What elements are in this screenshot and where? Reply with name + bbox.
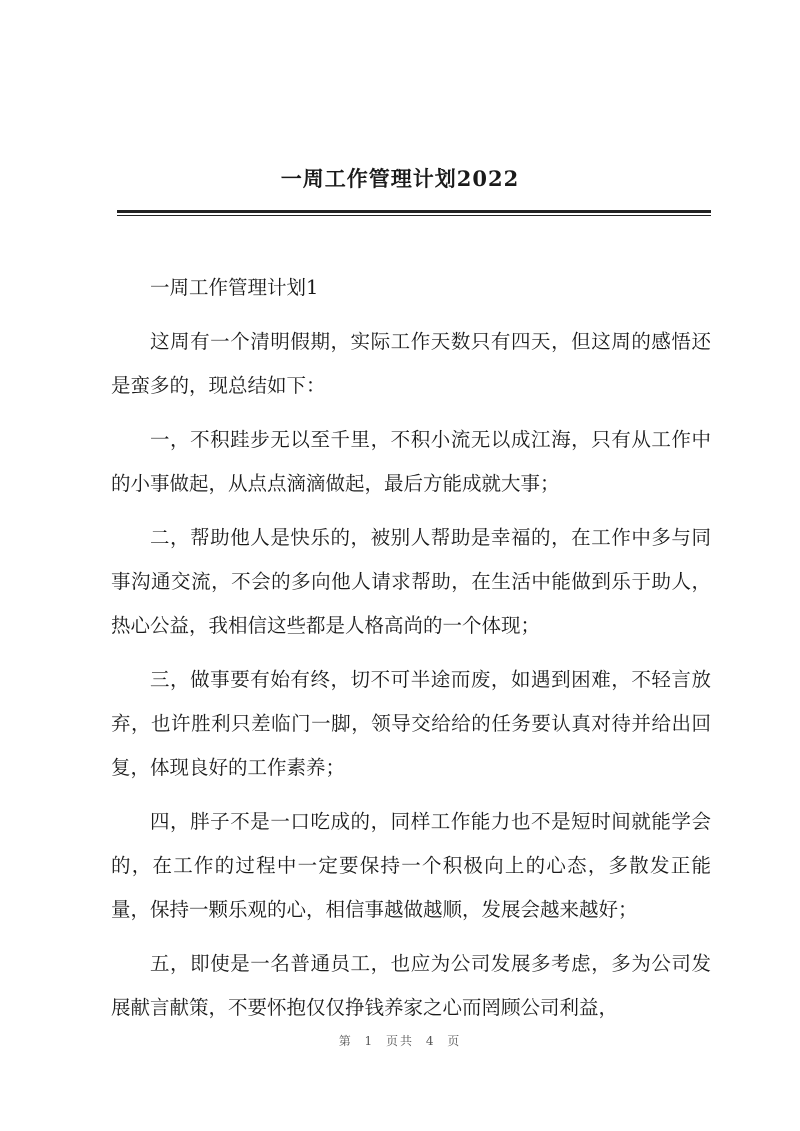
paragraph: 二，帮助他人是快乐的，被别人帮助是幸福的，在工作中多与同事沟通交流，不会的多向他人请求帮助，在生活中能做到乐于助人，热心公益，我相信这些都是人格高尚的一个体现； bbox=[111, 526, 711, 637]
section-heading: 一周工作管理计划1 bbox=[150, 276, 319, 299]
document-body bbox=[111, 266, 711, 1040]
paragraph: 三，做事要有始有终，切不可半途而废，如遇到困难，不轻言放弃，也许胜利只差临门一脚，领导交给给的任务要认真对待并给出回复，体现良好的工作素养； bbox=[111, 668, 711, 779]
title-rule bbox=[117, 210, 711, 213]
paragraph: 这周有一个清明假期，实际工作天数只有四天，但这周的感悟还是蛮多的，现总结如下： bbox=[111, 330, 711, 397]
page-footer: 第 1 页共 4 页 bbox=[338, 1034, 462, 1048]
paragraph: 一，不积跬步无以至千里，不积小流无以成江海，只有从工作中的小事做起，从点点滴滴做起，最后方能成就大事； bbox=[111, 428, 711, 495]
paragraph: 五，即使是一名普通员工，也应为公司发展多考虑，多为公司发展献言献策，不要怀抱仅仅挣钱养家之心而罔顾公司利益， bbox=[111, 952, 711, 1019]
document-title: 一周工作管理计划2022 bbox=[280, 166, 520, 191]
title-rule-thin bbox=[117, 215, 711, 216]
paragraph: 四，胖子不是一口吃成的，同样工作能力也不是短时间就能学会的，在工作的过程中一定要保持一个积极向上的心态，多散发正能量，保持一颗乐观的心，相信事越做越顺，发展会越来越好； bbox=[111, 810, 711, 921]
